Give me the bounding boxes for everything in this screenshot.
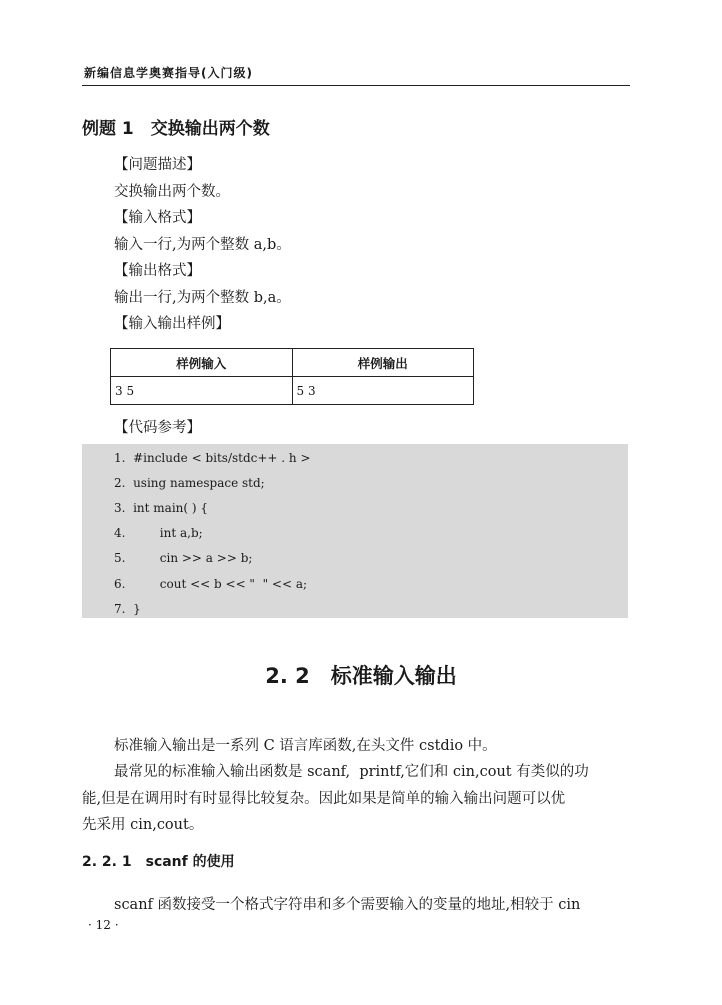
table-row	[111, 377, 474, 405]
subsection-title: 2. 2. 1 scanf 的使用	[82, 854, 235, 870]
code-line: 4. int a,b;	[114, 526, 203, 540]
section-paragraph: 先采用 cin,cout。	[82, 817, 204, 833]
problem-text: 交换输出两个数。	[114, 184, 230, 200]
table-cell: 3 5	[111, 377, 293, 405]
code-line: 2. using namespace std;	[114, 476, 265, 490]
table-header-cell: 样例输入	[111, 349, 293, 377]
table-header-cell: 样例输出	[292, 349, 474, 377]
input-format-text: 输入一行,为两个整数 a,b。	[114, 237, 291, 253]
sample-io-table	[110, 348, 474, 405]
section-paragraph: 标准输入输出是一系列 C 语言库函数,在头文件 cstdio 中。	[114, 738, 497, 754]
problem-label: 【问题描述】	[114, 157, 201, 173]
page-number: · 12 ·	[88, 918, 119, 932]
code-label: 【代码参考】	[114, 420, 201, 436]
input-format-label: 【输入格式】	[114, 210, 201, 226]
section-paragraph: 能,但是在调用时有时显得比较复杂。因此如果是简单的输入输出问题可以优	[82, 791, 566, 807]
table-header-row	[111, 349, 474, 377]
header-divider	[82, 85, 630, 86]
output-format-text: 输出一行,为两个整数 b,a。	[114, 290, 291, 306]
code-line: 5. cin >> a >> b;	[114, 551, 253, 565]
running-header: 新编信息学奥赛指导(入门级)	[84, 66, 253, 80]
subsection-paragraph: scanf 函数接受一个格式字符串和多个需要输入的变量的地址,相较于 cin	[114, 897, 581, 913]
code-line: 3. int main( ) {	[114, 501, 209, 515]
section-paragraph: 最常见的标准输入输出函数是 scanf, printf,它们和 cin,cout 有类似的功	[114, 764, 589, 780]
output-format-label: 【输出格式】	[114, 263, 201, 279]
sample-label: 【输入输出样例】	[114, 316, 230, 332]
code-line: 7. }	[114, 602, 141, 616]
section-title: 2. 2 标准输入输出	[265, 664, 457, 688]
code-line: 1. #include < bits/stdc++ . h >	[114, 451, 311, 465]
example-title: 例题 1 交换输出两个数	[82, 119, 270, 139]
table-cell: 5 3	[292, 377, 474, 405]
code-line: 6. cout << b << " " << a;	[114, 577, 308, 591]
